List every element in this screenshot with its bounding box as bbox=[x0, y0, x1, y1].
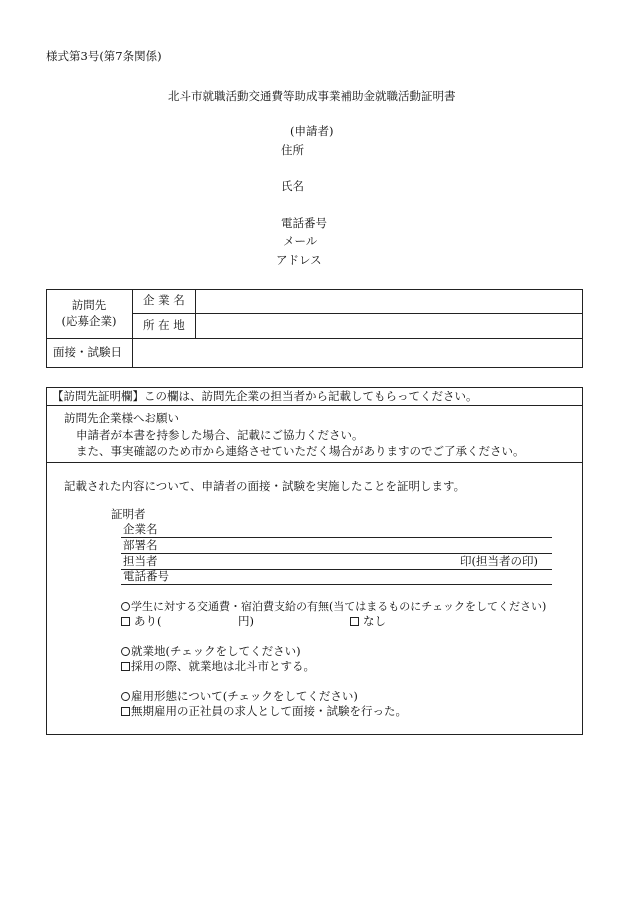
checkbox-icon[interactable] bbox=[121, 617, 130, 626]
visit-label-sub: (応募企業) bbox=[61, 314, 117, 328]
question-transport-text: 学生に対する交通費・宿泊費支給の有無(当てはまるものにチェックをしてください) bbox=[131, 600, 547, 613]
request-title: 訪問先企業様へお願い bbox=[64, 411, 179, 425]
visit-table-divider bbox=[132, 289, 133, 368]
cert-phone-line bbox=[121, 584, 552, 585]
question-transport-allowance bbox=[121, 601, 546, 612]
option-allowance-no[interactable] bbox=[350, 616, 386, 628]
location-label: 所 在 地 bbox=[143, 318, 185, 332]
certifier-label: 証明者 bbox=[111, 507, 146, 521]
cert-seal-label: 印(担当者の印) bbox=[460, 554, 538, 568]
question-employment-text: 雇用形態について(チェックをしてください) bbox=[131, 689, 358, 703]
applicant-address-mail-label: アドレス bbox=[276, 253, 322, 267]
question-workplace-text: 就業地(チェックをしてください) bbox=[131, 644, 301, 658]
option-yes-text: あり( bbox=[134, 614, 162, 628]
company-name-label: 企 業 名 bbox=[143, 293, 185, 307]
cert-person-label: 担当者 bbox=[123, 554, 158, 568]
visit-table-divider bbox=[132, 313, 583, 314]
request-line-1: 申請者が本書を持参した場合、記載にご協力ください。 bbox=[76, 428, 364, 442]
option-allowance-yes[interactable] bbox=[121, 616, 162, 628]
checkbox-icon[interactable] bbox=[121, 662, 130, 671]
certification-statement: 記載された内容について、申請者の面接・試験を実施したことを証明します。 bbox=[64, 479, 466, 493]
cert-divider bbox=[46, 462, 583, 463]
request-line-2: また、事実確認のため市から連絡させていただく場合がありますのでご了承ください。 bbox=[76, 444, 525, 458]
circle-bullet-icon bbox=[121, 602, 130, 611]
applicant-phone-label: 電話番号 bbox=[281, 216, 327, 230]
applicant-address-label: 住所 bbox=[281, 143, 304, 157]
applicant-heading: (申請者) bbox=[290, 124, 334, 138]
checkbox-icon[interactable] bbox=[350, 617, 359, 626]
option-employment-text: 無期雇用の正社員の求人として面接・試験を行った。 bbox=[131, 704, 407, 718]
document-title: 北斗市就職活動交通費等助成事業補助金就職活動証明書 bbox=[168, 89, 456, 103]
allowance-yen-label: 円) bbox=[238, 614, 254, 628]
option-workplace-text: 採用の際、就業地は北斗市とする。 bbox=[131, 659, 315, 673]
visit-label: 訪問先 bbox=[71, 298, 107, 312]
cert-company-line bbox=[121, 537, 552, 538]
option-workplace-hokuto[interactable] bbox=[121, 661, 315, 673]
applicant-mail-label: メール bbox=[283, 234, 318, 248]
checkbox-icon[interactable] bbox=[121, 707, 130, 716]
circle-bullet-icon bbox=[121, 647, 130, 656]
visit-table-divider bbox=[46, 338, 583, 339]
cert-company-label: 企業名 bbox=[123, 522, 158, 536]
cert-person-line bbox=[121, 569, 552, 570]
cert-phone-label: 電話番号 bbox=[123, 569, 169, 583]
option-no-text: なし bbox=[363, 614, 386, 628]
circle-bullet-icon bbox=[121, 692, 130, 701]
cert-department-label: 部署名 bbox=[123, 538, 158, 552]
applicant-name-label: 氏名 bbox=[281, 179, 304, 193]
cert-section-header: 【訪問先証明欄】この欄は、訪問先企業の担当者から記載してもらってください。 bbox=[52, 389, 478, 403]
question-workplace bbox=[121, 646, 301, 658]
cert-divider bbox=[46, 405, 583, 406]
form-number: 様式第3号(第7条関係) bbox=[46, 49, 162, 63]
interview-date-label: 面接・試験日 bbox=[53, 345, 122, 359]
option-permanent-employee[interactable] bbox=[121, 706, 407, 718]
question-employment-type bbox=[121, 691, 358, 703]
